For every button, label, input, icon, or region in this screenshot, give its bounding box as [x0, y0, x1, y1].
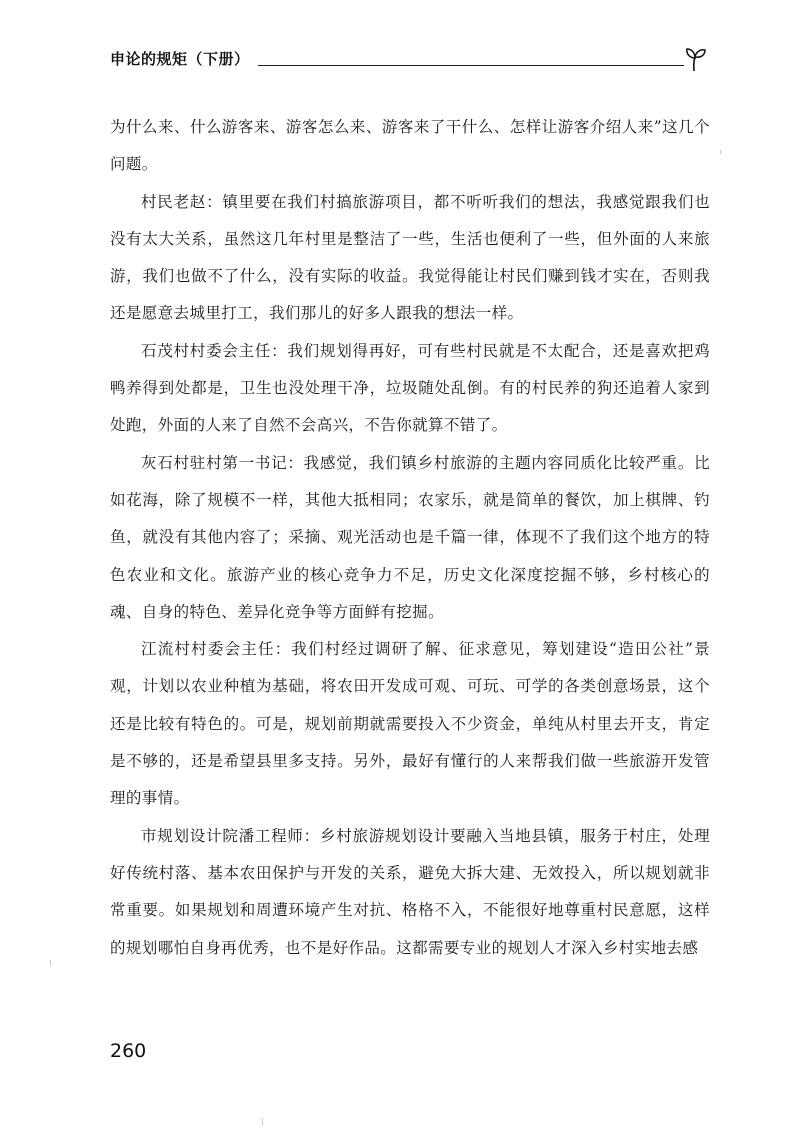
paragraph-continued: 为什么来、什么游客来、游客怎么来、游客来了干什么、怎样让游客介绍人来”这几个问题。 — [110, 118, 710, 174]
header-rule — [258, 65, 684, 66]
sprout-icon — [680, 44, 710, 74]
running-header — [110, 44, 710, 74]
scan-speck — [720, 150, 721, 154]
paragraph-huishi-secretary: 灰石村驻村第一书记：我感觉，我们镇乡村旅游的主题内容同质化比较严重。比如花海，除了规模不一样，其他大抵相同；农家乐，就是简单的餐饮，加上棋牌、钓鱼，就没有其他内容了；采摘、观光活动也是千篇一律，体现不了我们这个地方的特色农业和文化。旅游产业的核心竞争力不足，历史文化深度挖掘不够，乡村核心的魂、自身的特色、差异化竞争等方面鲜有挖掘。 — [110, 453, 710, 621]
book-title: 申论的规矩（下册） — [110, 50, 250, 68]
paragraph-jiangliu-director: 江流村村委会主任：我们村经过调研了解、征求意见，筹划建设“造田公社”景观，计划以农业种植为基础，将农田开发成可观、可玩、可学的各类创意场景，这个还是比较有特色的。可是，规划前期就需要投入不少资金，单纯从村里去开支，肯定是不够的，还是希望县里多支持。另外，最好有懂行的人来帮我们做一些旅游开发管理的事情。 — [110, 640, 710, 808]
page-number: 260 — [110, 1040, 147, 1062]
scan-speck — [50, 960, 51, 966]
scan-speck — [262, 1118, 263, 1126]
body-text — [110, 109, 710, 967]
paragraph-shimao-director: 石茂村村委会主任：我们规划得再好，可有些村民就是不太配合，还是喜欢把鸡鸭养得到处都是，卫生也没处理干净，垃圾随处乱倒。有的村民养的狗还追着人家到处跑，外面的人来了自然不会高兴，不告你就算不错了。 — [110, 341, 710, 435]
paragraph-engineer-pan: 市规划设计院潘工程师：乡村旅游规划设计要融入当地县镇，服务于村庄，处理好传统村落、基本农田保护与开发的关系，避免大拆大建、无效投入，所以规划就非常重要。如果规划和周遭环境产生对抗、格格不入，不能很好地尊重村民意愿，这样的规划哪怕自身再优秀，也不是好作品。这都需要专业的规划人才深入乡村实地去感 — [110, 826, 710, 957]
paragraph-villager-zhao: 村民老赵：镇里要在我们村搞旅游项目，都不听听我们的想法，我感觉跟我们也没有太大关系，虽然这几年村里是整洁了一些，生活也便利了一些，但外面的人来旅游，我们也做不了什么，没有实际的收益。我觉得能让村民们赚到钱才实在，否则我还是愿意去城里打工，我们那儿的好多人跟我的想法一样。 — [110, 192, 710, 323]
